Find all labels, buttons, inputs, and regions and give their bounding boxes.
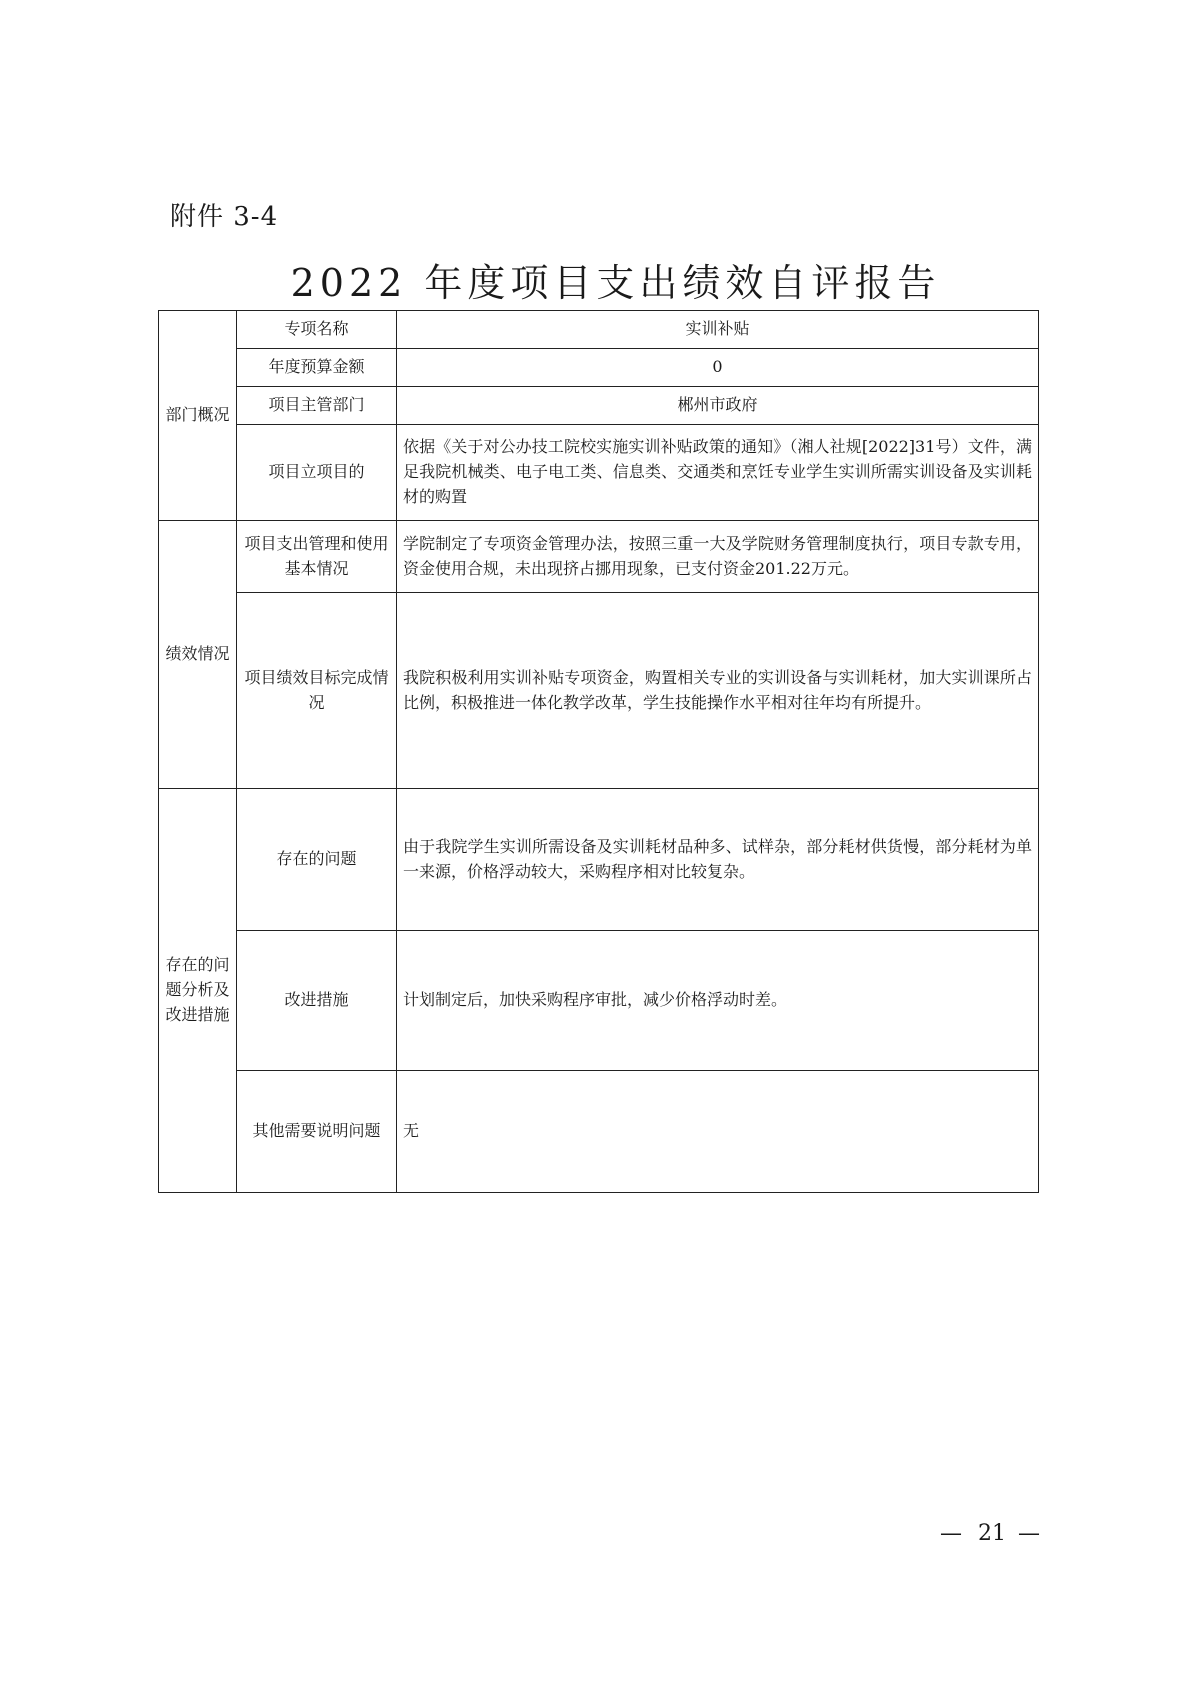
page-number: 21 [978,1521,1006,1546]
page-dash-right: — [1018,1521,1040,1546]
row-value-measures: 计划制定后，加快采购程序审批，减少价格浮动时差。 [397,931,1039,1071]
table-row [159,387,1039,425]
row-value-problems: 由于我院学生实训所需设备及实训耗材品种多、试样杂，部分耗材供货慢，部分耗材为单一来源，价格浮动较大，采购程序相对比较复杂。 [397,789,1039,931]
row-label-measures: 改进措施 [237,931,397,1071]
table-row [159,931,1039,1071]
row-label-purpose: 项目立项目的 [237,425,397,521]
table-row [159,311,1039,349]
row-label-project-name: 专项名称 [237,311,397,349]
row-value-authority: 郴州市政府 [397,387,1039,425]
row-value-other: 无 [397,1071,1039,1193]
row-label-usage: 项目支出管理和使用基本情况 [237,521,397,593]
section-dept-label: 部门概况 [159,311,237,521]
row-label-goals: 项目绩效目标完成情况 [237,593,397,789]
row-value-project-name: 实训补贴 [397,311,1039,349]
row-label-budget: 年度预算金额 [237,349,397,387]
row-value-goals: 我院积极利用实训补贴专项资金，购置相关专业的实训设备与实训耗材，加大实训课所占比例，积极推进一体化教学改革，学生技能操作水平相对往年均有所提升。 [397,593,1039,789]
section-issues-label: 存在的问题分析及改进措施 [159,789,237,1193]
table-row [159,1071,1039,1193]
table-row [159,521,1039,593]
row-label-authority: 项目主管部门 [237,387,397,425]
table-row [159,425,1039,521]
row-value-purpose: 依据《关于对公办技工院校实施实训补贴政策的通知》（湘人社规[2022]31号）文件，满足我院机械类、电子电工类、信息类、交通类和烹饪专业学生实训所需实训设备及实训耗材的购置 [397,425,1039,521]
row-label-problems: 存在的问题 [237,789,397,931]
row-value-usage: 学院制定了专项资金管理办法，按照三重一大及学院财务管理制度执行，项目专款专用，资金使用合规，未出现挤占挪用现象，已支付资金201.22万元。 [397,521,1039,593]
row-label-other: 其他需要说明问题 [237,1071,397,1193]
section-perf-label: 绩效情况 [159,521,237,789]
table-row [159,789,1039,931]
table-row [159,349,1039,387]
table-row [159,593,1039,789]
row-value-budget: 0 [397,349,1039,387]
page-dash-left: — [940,1521,962,1546]
report-table [158,310,1039,1193]
attachment-label: 附件 3-4 [170,202,279,232]
report-title: 2022 年度项目支出绩效自评报告 [290,261,941,305]
